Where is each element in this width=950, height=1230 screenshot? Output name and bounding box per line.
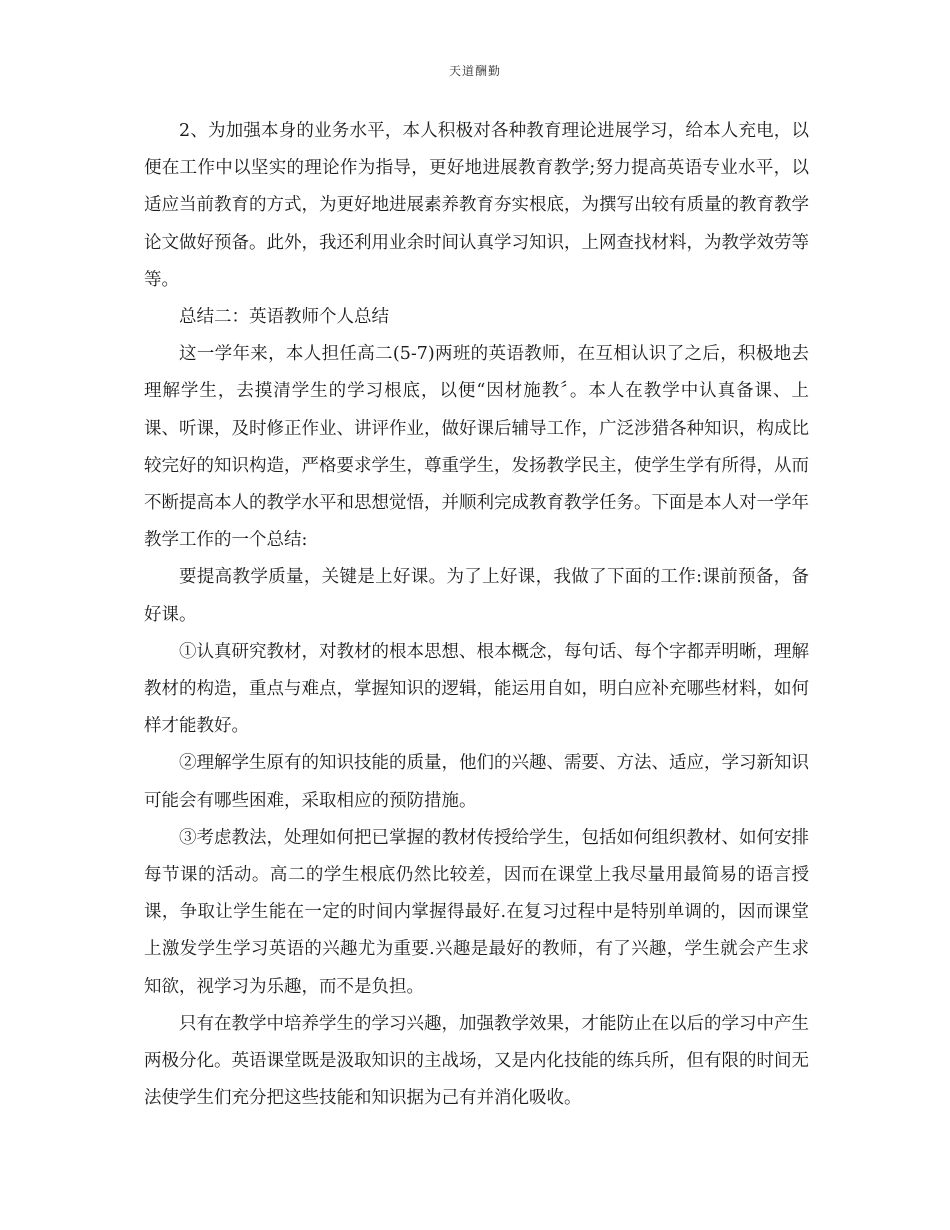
paragraph-item-2: ②理解学生原有的知识技能的质量，他们的兴趣、需要、方法、适应，学习新知识可能会有哪些困难，采取相应的预防措施。 xyxy=(144,753,809,811)
page-header: 天道酬勤 xyxy=(448,64,501,78)
paragraph-lesson-preparation: 要提高教学质量，关键是上好课。为了上好课，我做了下面的工作:课前预备，备好课。 xyxy=(144,567,809,625)
paragraph-interest: 只有在教学中培养学生的学习兴趣，加强教学效果，才能防止在以后的学习中产生两极分化。英语课堂既是汲取知识的主战场，又是内化技能的练兵所，但有限的时间无法使学生们充分把这些技能和知识据为己有并消化吸收。 xyxy=(144,1013,809,1109)
paragraph-study-theory: 2、为加强本身的业务水平，本人积极对各种教育理论进展学习，给本人充电，以便在工作中以坚实的理论作为指导，更好地进展教育教学;努力提高英语专业水平，以适应当前教育的方式，为更好地进展素养教育夯实根底，为撰写出较有质量的教育教学论文做好预备。此外，我还利用业余时间认真学习知识，上网查找材料，为教学效劳等等。 xyxy=(144,121,809,290)
paragraph-item-1: ①认真研究教材，对教材的根本思想、根本概念，每句话、每个字都弄明晰，理解教材的构造，重点与难点，掌握知识的逻辑，能运用自如，明白应补充哪些材料，如何样才能教好。 xyxy=(144,641,809,737)
document-body xyxy=(144,113,809,1117)
paragraph-intro: 这一学年来，本人担任高二(5-7)两班的英语教师，在互相认识了之后，积极地去理解学生，去摸清学生的学习根底，以便“因材施教〞。本人在教学中认真备课、上课、听课，及时修正作业、讲评作业，做好课后辅导工作，广泛涉猎各种知识，构成比较完好的知识构造，严格要求学生，尊重学生，发扬教学民主，使学生学有所得，从而不断提高本人的教学水平和思想觉悟，并顺利完成教育教学任务。下面是本人对一学年教学工作的一个总结: xyxy=(144,344,809,551)
paragraph-item-3: ③考虑教法，处理如何把已掌握的教材传授给学生，包括如何组织教材、如何安排每节课的活动。高二的学生根底仍然比较差，因而在课堂上我尽量用最简易的语言授课，争取让学生能在一定的时间内掌握得最好.在复习过程中是特别单调的，因而课堂上激发学生学习英语的兴趣尤为重要.兴趣是最好的教师，有了兴趣，学生就会产生求知欲，视学习为乐趣，而不是负担。 xyxy=(144,827,809,997)
section-heading-summary-two: 总结二：英语教师个人总结 xyxy=(179,307,389,328)
